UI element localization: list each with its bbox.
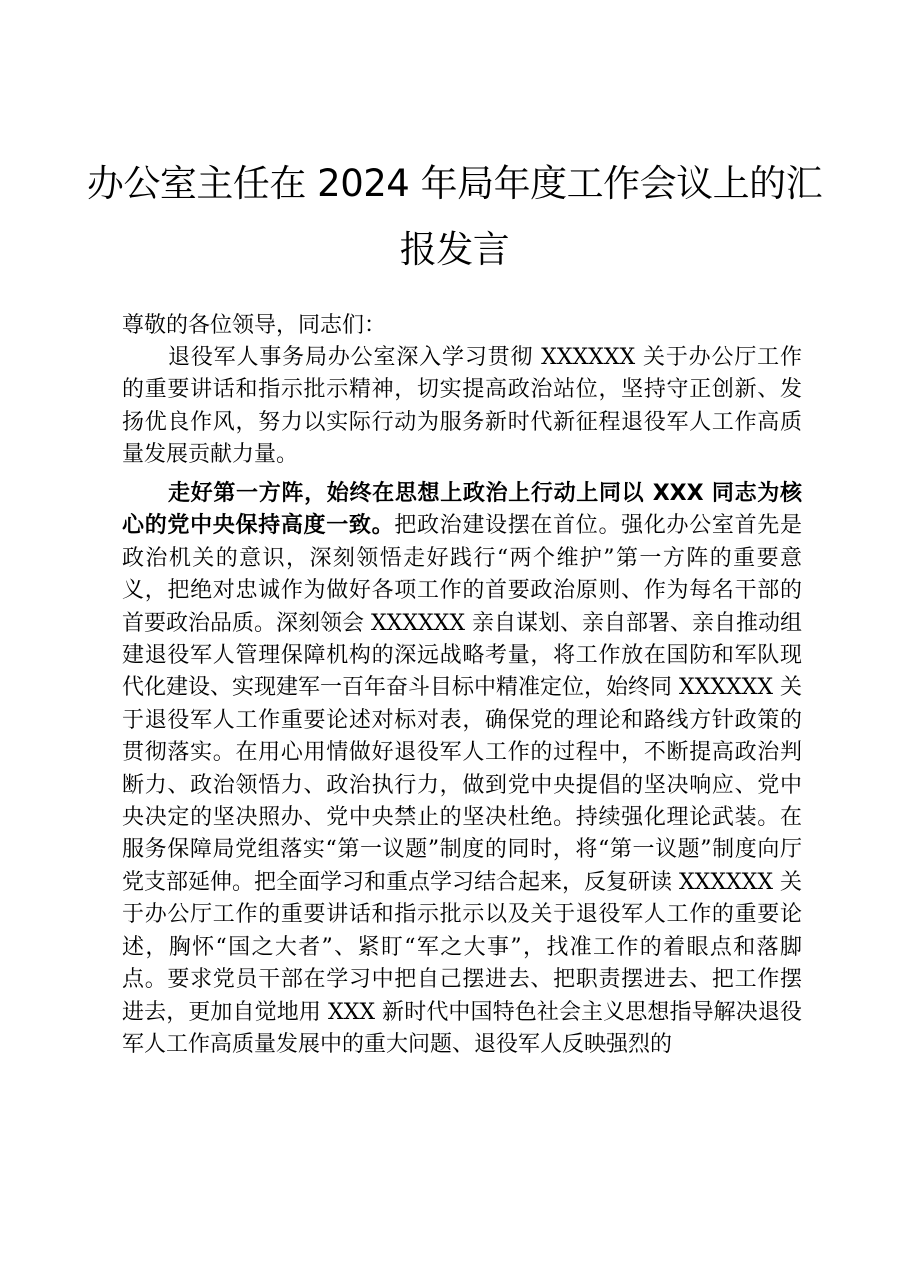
paragraph-section-1: [122, 478, 802, 1061]
document-title-line-1: 办公室主任在 2024 年局年度工作会议上的汇: [86, 162, 823, 205]
section-body: 把政治建设摆在首位。强化办公室首先是政治机关的意识，深刻领悟走好践行“两个维护”第一方阵的重要意义，把绝对忠诚作为做好各项工作的首要政治原则、作为每名干部的首要政治品质。深刻领会 XXXXXX 亲自谋划、亲自部署、亲自推动组建退役军人管理保障机构的深远战略考量，将工作放在国防和军队现代化建设、实现建军一百年奋斗目标中精准定位，始终同 XXXXXX 关于退役军人工作重要论述对标对表，确保党的理论和路线方针政策的贯彻落实。在用心用情做好退役军人工作的过程中，不断提高政治判断力、政治领悟力、政治执行力，做到党中央提倡的坚决响应、党中央决定的坚决照办、党中央禁止的坚决杜绝。持续强化理论武装。在服务保障局党组落实“第一议题”制度的同时，将“第一议题”制度向厅党支部延伸。把全面学习和重点学习结合起来，反复研读 XXXXXX 关于办公厅工作的重要讲话和指示批示以及关于退役军人工作的重要论述，胸怀“国之大者”、紧盯“军之大事”，找准工作的着眼点和落脚点。要求党员干部在学习中把自己摆进去、把职责摆进去、把工作摆进去，更加自觉地用 XXX 新时代中国特色社会主义思想指导解决退役军人工作高质量发展中的重大问题、退役军人反映强烈的: [122, 513, 802, 1057]
paragraph-intro: 退役军人事务局办公室深入学习贯彻 XXXXXX 关于办公厅工作的重要讲话和指示批示精神，切实提高政治站位，坚持守正创新、发扬优良作风，努力以实际行动为服务新时代新征程退役军人工作高质量发展贡献力量。: [122, 345, 802, 468]
section-heading: 走好第一方阵，始终在思想上政治上行动上同以 XXX 同志为核心的党中央保持高度一致。: [122, 481, 802, 539]
greeting: 尊敬的各位领导，同志们：: [122, 313, 387, 338]
document-title-line-2: 报发言: [399, 228, 510, 271]
